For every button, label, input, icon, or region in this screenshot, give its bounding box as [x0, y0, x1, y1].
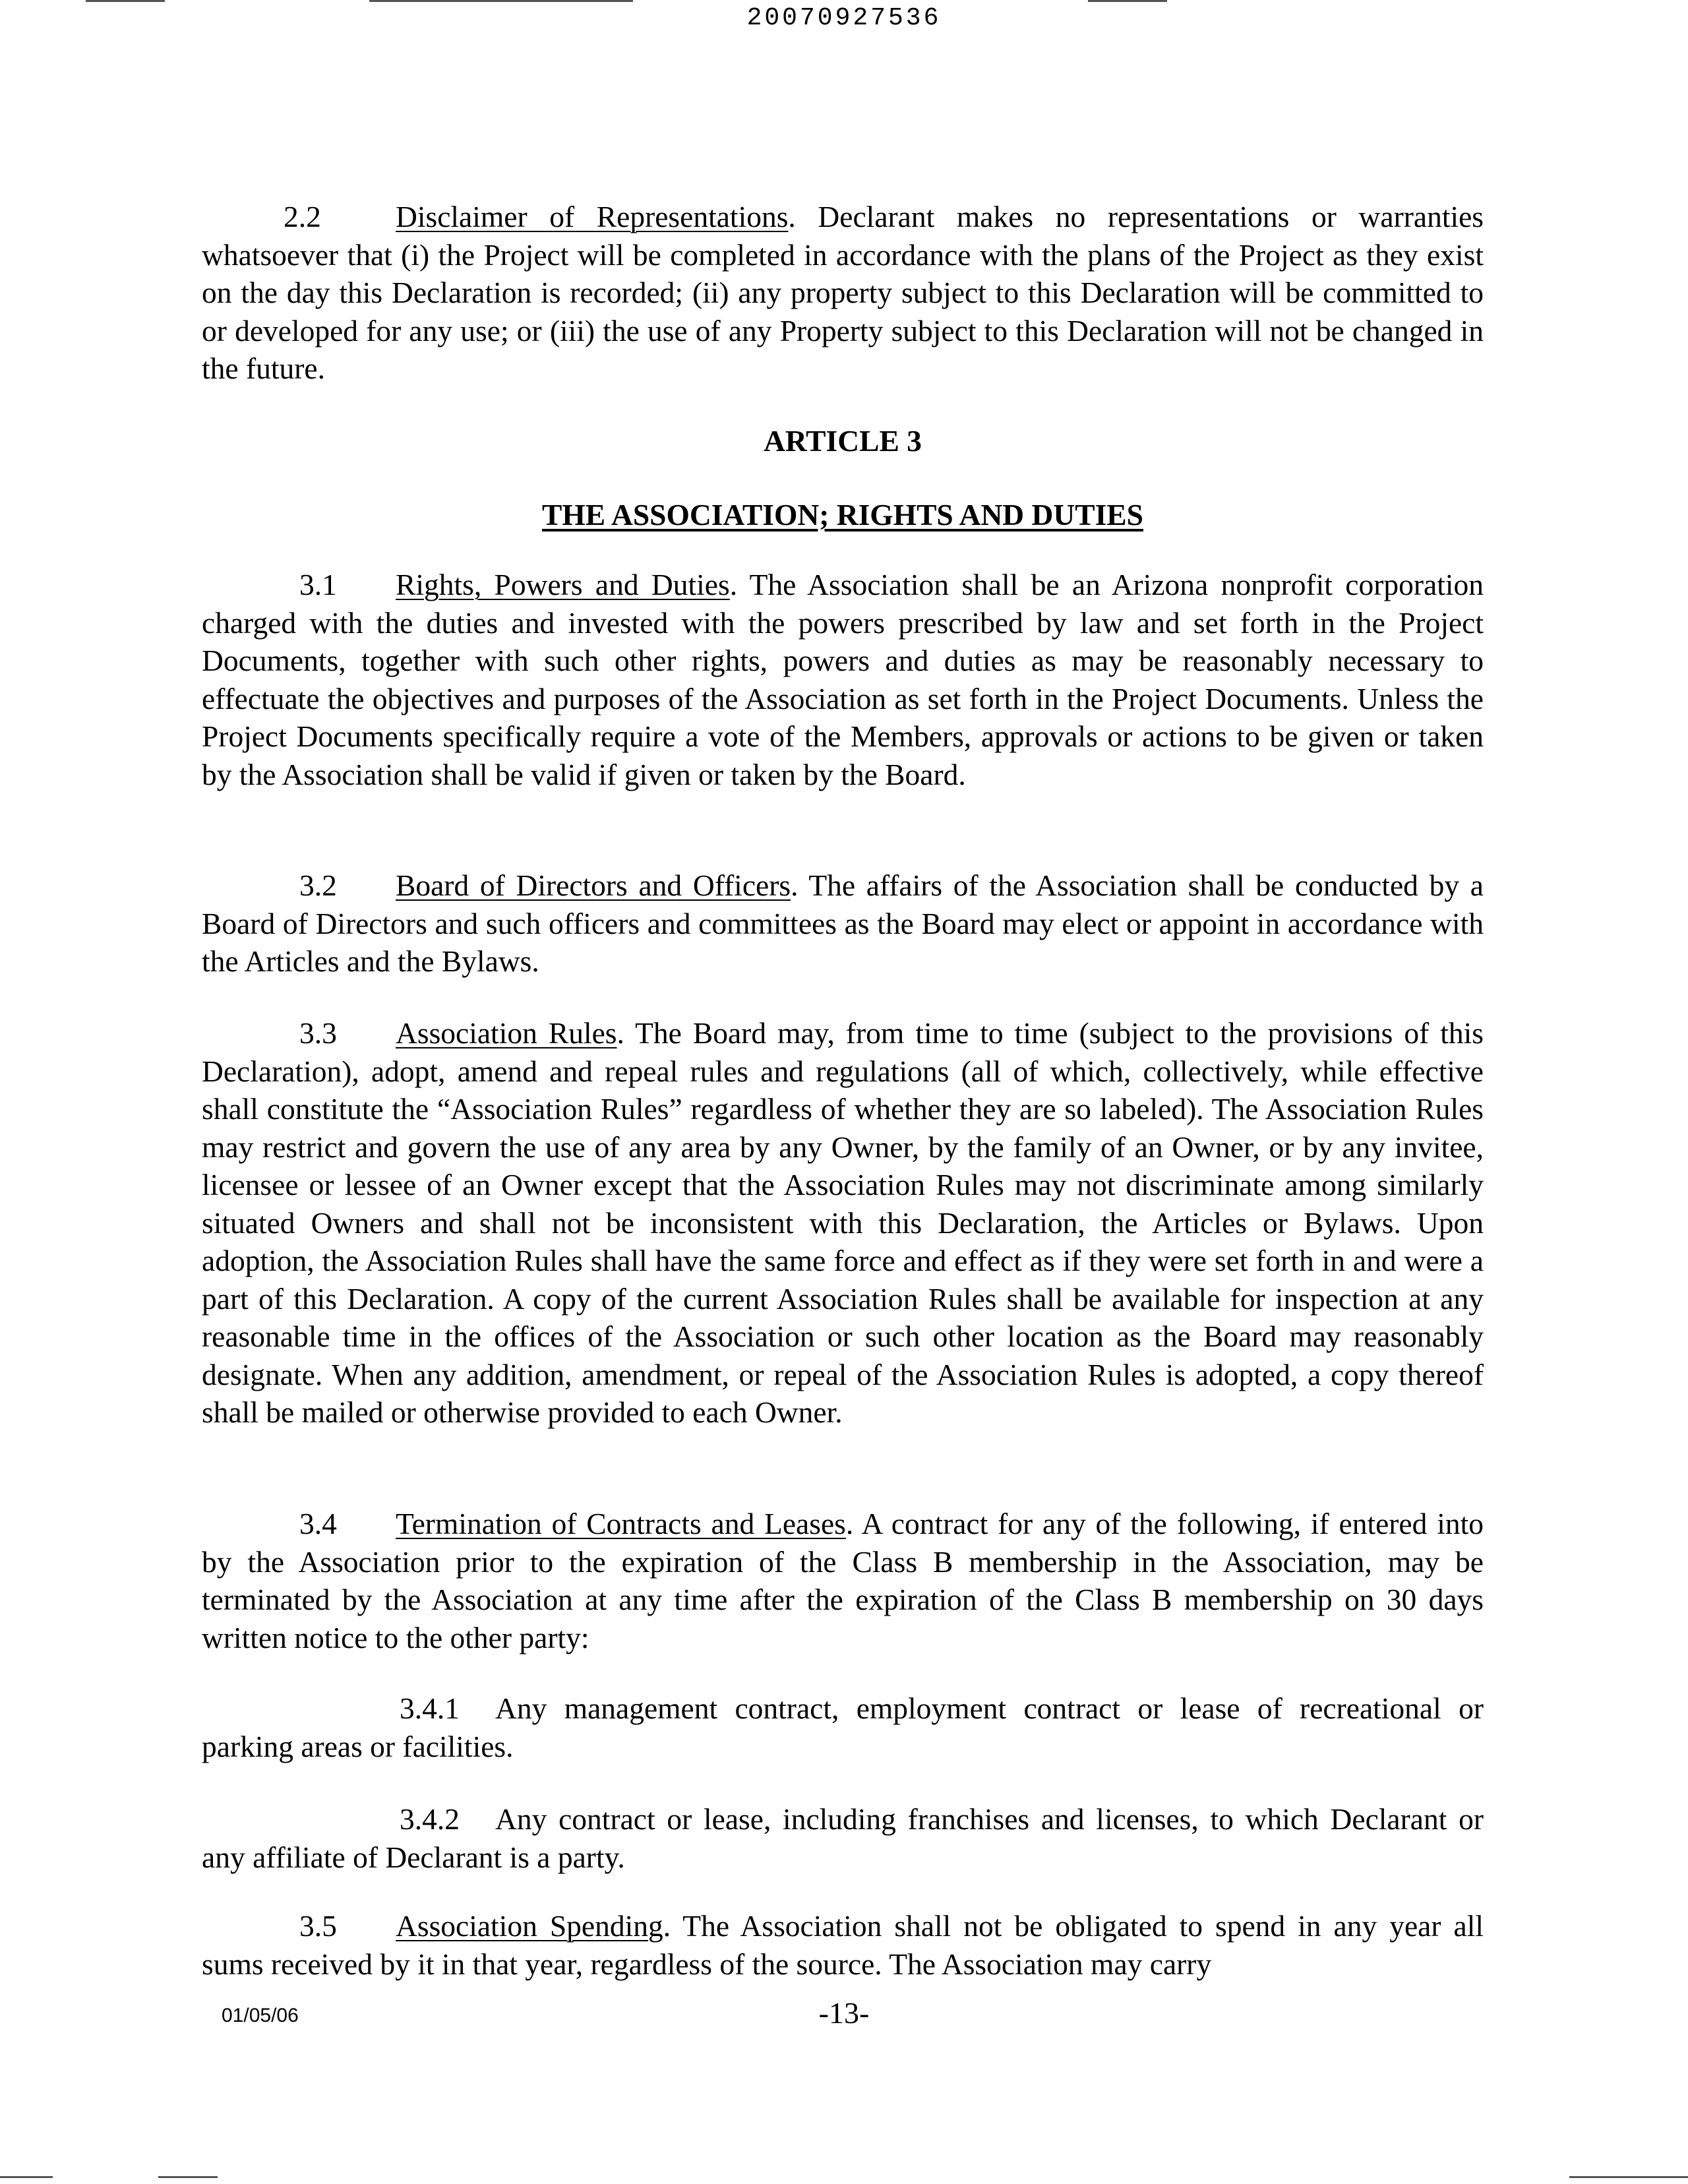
- section-text: . The Association shall be an Arizona nonprofit corporation charged with the duties and invested with the powers prescribed by law and set forth in the Project Documents, together with such other rights, powers and duties as may be reasonably necessary to effectuate the objectives and purposes of the Association as set forth in the Project Documents. Unless the Project Documents specifically require a vote of the Members, approvals or actions to be given or taken by the Association shall be valid if given or taken by the Board.: [202, 568, 1484, 791]
- section-number: 3.4.1: [400, 1691, 460, 1725]
- section-title: Board of Directors and Officers: [396, 868, 791, 902]
- article-title: THE ASSOCIATION; RIGHTS AND DUTIES: [542, 498, 1143, 531]
- section-text: . Declarant makes no representations or warranties whatsoever that (i) the Project will be completed in accordance with the plans of the Project as they exist on the day this Declaration is recorded; (ii) any property subject to this Declaration will be committed to or developed for any use; or (iii) the use of any Property subject to this Declaration will not be changed in the future.: [202, 200, 1484, 385]
- article-label: ARTICLE 3: [764, 424, 922, 458]
- section-3-5: [202, 1907, 1484, 1983]
- section-number: 3.4.2: [400, 1802, 460, 1836]
- section-3-3: [202, 1014, 1484, 1432]
- section-number: 3.3: [299, 1016, 337, 1050]
- section-title: Disclaimer of Representations: [396, 200, 789, 233]
- section-3-4: [202, 1505, 1484, 1656]
- footer-date: 01/05/06: [222, 2005, 299, 2026]
- scan-artifact-line: [369, 0, 633, 2]
- section-3-1: [202, 566, 1484, 793]
- section-3-4-1: [202, 1689, 1484, 1765]
- section-number: 3.2: [299, 868, 337, 902]
- section-number: 3.4: [299, 1507, 337, 1540]
- section-text: Any contract or lease, including franchises and licenses, to which Declarant or any affiliate of Declarant is a party.: [202, 1802, 1484, 1874]
- scan-artifact-line: [0, 2176, 53, 2178]
- scan-artifact-line: [158, 2176, 218, 2178]
- section-title: Association Rules: [396, 1016, 617, 1050]
- section-text: Any management contract, employment contract or lease of recreational or parking areas or facilities.: [202, 1691, 1484, 1763]
- section-title: Termination of Contracts and Leases: [396, 1507, 846, 1540]
- section-title: Association Spending: [396, 1909, 663, 1943]
- section-text: . The Board may, from time to time (subject to the provisions of this Declaration), adopt, amend and repeal rules and regulations (all of which, collectively, while effective shall constitute the “Association Rules” regardless of whether they are so labeled). The Association Rules may restrict and govern the use of any area by any Owner, by the family of an Owner, or by any invitee, licensee or lessee of an Owner except that the Association Rules may not discriminate among similarly situated Owners and shall not be inconsistent with this Declaration, the Articles or Bylaws. Upon adoption, the Association Rules shall have the same force and effect as if they were set forth in and were a part of this Declaration. A copy of the current Association Rules shall be available for inspection at any reasonable time in the offices of the Association or such other location as the Board may reasonably designate. When any addition, amendment, or repeal of the Association Rules is adopted, a copy thereof shall be mailed or otherwise provided to each Owner.: [202, 1016, 1484, 1429]
- section-number: 3.5: [299, 1909, 337, 1943]
- section-number: 3.1: [299, 568, 337, 601]
- section-3-4-2: [202, 1800, 1484, 1876]
- scan-artifact-line: [86, 0, 165, 2]
- section-title: Rights, Powers and Duties: [396, 568, 730, 601]
- scan-artifact-line: [1088, 0, 1167, 2]
- document-number: 20070927536: [746, 4, 942, 32]
- section-3-2: [202, 866, 1484, 981]
- section-text: . A contract for any of the following, if entered into by the Association prior to the expiration of the Class B membership in the Association, may be terminated by the Association at any time after the expiration of the Class B membership on 30 days written notice to the other party:: [202, 1507, 1484, 1654]
- scan-artifact-line: [1569, 2176, 1688, 2178]
- page-number: -13-: [818, 1996, 870, 2030]
- section-number: 2.2: [284, 200, 321, 233]
- section-2-2: [202, 198, 1484, 388]
- section-text: . The Association shall not be obligated to spend in any year all sums received by it in that year, regardless of the source. The Association may carry: [202, 1909, 1484, 1981]
- section-text: . The affairs of the Association shall be conducted by a Board of Directors and such officers and committees as the Board may elect or appoint in accordance with the Articles and the Bylaws.: [202, 868, 1484, 978]
